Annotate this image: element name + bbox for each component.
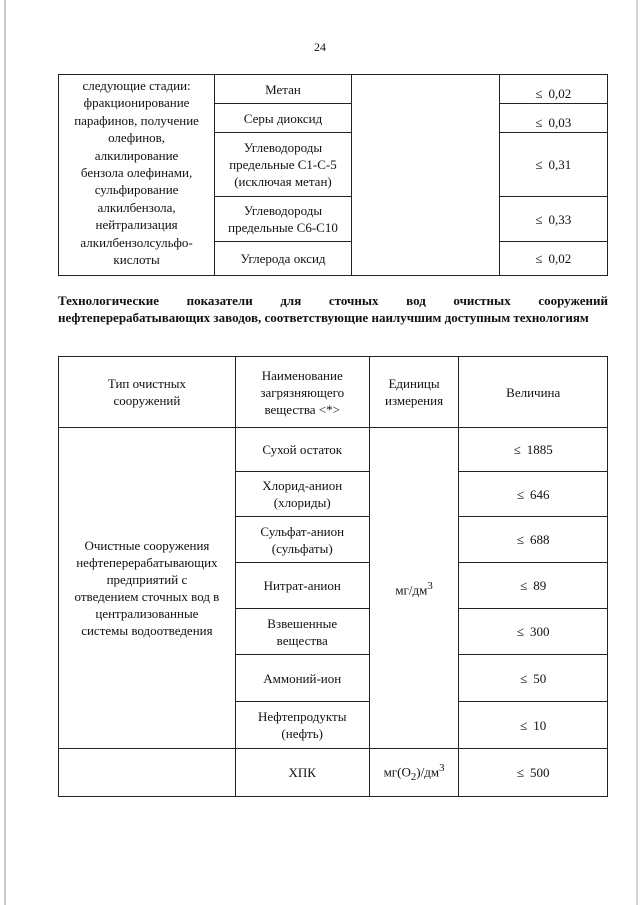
header-line: загрязняющего <box>260 384 345 400</box>
leq-symbol: ≤ <box>516 624 525 639</box>
substance-line: Аммоний-ион <box>263 670 342 686</box>
units-text: мг(О <box>383 763 411 779</box>
stages-line: парафинов, получение <box>74 112 199 128</box>
leq-symbol: ≤ <box>520 578 528 593</box>
stages-line: олефинов, <box>108 130 166 146</box>
scan-edge-left <box>4 0 6 905</box>
substance-line: Хлорид-анион <box>262 478 343 493</box>
wastewater-indicators-table <box>58 356 608 797</box>
value-text: 0,03 <box>548 115 572 130</box>
stages-line: алкилбензолсульфо- <box>80 234 193 250</box>
facility-line: системы водоотведения <box>81 623 213 638</box>
page-number: 24 <box>314 40 326 54</box>
substance-line: Нитрат-анион <box>263 578 341 593</box>
value-cell <box>459 472 608 517</box>
value-text: 0,02 <box>548 251 572 266</box>
header-value: Величина <box>459 357 608 428</box>
section-title: Технологические показатели для сточных вод очистных сооружений нефтеперерабатывающих заводов, соответствующие наилучшим доступным технологиям <box>58 293 608 325</box>
substance-cell <box>235 563 369 609</box>
value-text: 0,31 <box>548 157 572 172</box>
substance-cell <box>235 428 369 472</box>
units-text: )/дм <box>416 763 440 779</box>
value-cell <box>459 428 608 472</box>
value-cell <box>499 242 607 276</box>
value-text: 646 <box>530 486 550 502</box>
substance-line: вещества <box>276 632 328 648</box>
leq-symbol: ≤ <box>535 115 543 130</box>
stages-line: алкилбензола, <box>97 199 176 215</box>
substance-line: (нефть) <box>281 726 323 741</box>
leq-symbol: ≤ <box>520 717 528 733</box>
leq-symbol: ≤ <box>535 251 543 266</box>
units-subscript: 2 <box>410 770 417 783</box>
substance-cell <box>235 472 369 517</box>
substance-line: Сухой остаток <box>262 442 343 457</box>
value-text: 0,02 <box>548 86 572 101</box>
emissions-table-continuation <box>58 74 608 276</box>
value-cell <box>499 197 607 242</box>
substance-line: Сульфат-анион <box>260 523 345 539</box>
header-type <box>59 357 236 428</box>
value-cell <box>459 655 608 702</box>
stages-line: бензола олефинами, <box>80 165 193 181</box>
substance-cell: ХПК <box>235 749 369 797</box>
header-line: измерения <box>384 393 444 408</box>
header-line: Наименование <box>261 367 343 383</box>
facility-type-cell <box>59 428 236 749</box>
header-line: вещества <*> <box>264 401 340 417</box>
substance-line: Метан <box>265 81 301 97</box>
facility-line: нефтеперерабатывающих <box>76 555 218 570</box>
process-stages-cell <box>59 75 215 276</box>
units-cell-empty <box>351 75 499 276</box>
value-cell <box>499 75 607 104</box>
substance-cell <box>215 197 352 242</box>
value-text: 50 <box>533 670 547 686</box>
facility-type-cell-empty <box>59 749 236 797</box>
substance-line: Углеводороды <box>243 203 323 218</box>
substance-line: Нефтепродукты <box>257 709 347 724</box>
facility-line: предприятий с <box>106 572 188 587</box>
leq-symbol: ≤ <box>516 486 525 502</box>
leq-symbol: ≤ <box>520 670 528 686</box>
substance-line: Углеводороды <box>243 140 323 155</box>
facility-line: Очистные сооружения <box>84 538 210 553</box>
value-text: 10 <box>533 717 547 733</box>
stages-line: фракционирование <box>83 95 190 111</box>
leq-symbol: ≤ <box>513 442 521 457</box>
value-cell <box>459 517 608 563</box>
substance-cell <box>215 133 352 197</box>
units-cell <box>369 428 459 749</box>
value-cell <box>459 563 608 609</box>
substance-line: (хлориды) <box>273 495 331 510</box>
facility-line: отведением сточных вод в <box>74 589 220 604</box>
value-text: 1885 <box>526 442 553 457</box>
stages-line: алкилирование <box>94 147 179 163</box>
value-text: 89 <box>533 578 547 593</box>
substance-line: (исключая метан) <box>234 174 332 189</box>
header-substance <box>235 357 369 428</box>
substance-cell <box>235 609 369 655</box>
substance-line: Углерода оксид <box>240 251 326 266</box>
stages-line: сульфирование <box>94 182 179 198</box>
units-text: мг/дм <box>395 582 428 598</box>
stages-line: кислоты <box>113 252 160 268</box>
facility-line: централизованные <box>95 606 199 621</box>
header-line: сооружений <box>113 393 181 408</box>
cod-units-cell <box>369 749 459 797</box>
substance-line: (сульфаты) <box>271 540 333 556</box>
leq-symbol: ≤ <box>516 765 525 780</box>
value-text: 300 <box>530 624 550 639</box>
substance-line: предельные С6-С10 <box>228 220 338 235</box>
header-units <box>369 357 459 428</box>
value-cell <box>499 133 607 197</box>
substance-cell <box>235 655 369 702</box>
header-line: Единицы <box>388 376 440 391</box>
substance-cell <box>215 104 352 133</box>
leq-symbol: ≤ <box>535 157 543 172</box>
substance-cell <box>235 517 369 563</box>
value-cell <box>459 609 608 655</box>
header-line: Тип очистных <box>107 376 186 391</box>
substance-line: предельные С1-С-5 <box>229 157 337 172</box>
value-cell <box>459 749 608 797</box>
substance-line: Взвешенные <box>267 615 338 631</box>
substance-cell <box>215 242 352 276</box>
value-text: 0,33 <box>548 211 572 227</box>
leq-symbol: ≤ <box>535 86 543 101</box>
units-superscript: 3 <box>427 579 433 592</box>
value-cell <box>459 702 608 749</box>
value-text: 688 <box>530 532 550 547</box>
value-text: 500 <box>530 765 550 780</box>
stages-line: нейтрализация <box>95 217 178 233</box>
substance-cell <box>235 702 369 749</box>
value-cell <box>499 104 607 133</box>
scan-edge-right <box>636 0 638 905</box>
leq-symbol: ≤ <box>516 532 525 547</box>
units-superscript: 3 <box>439 761 445 774</box>
leq-symbol: ≤ <box>535 211 543 227</box>
substance-cell <box>215 75 352 104</box>
stages-line: следующие стадии: <box>82 78 191 93</box>
substance-line: Серы диоксид <box>243 110 323 126</box>
